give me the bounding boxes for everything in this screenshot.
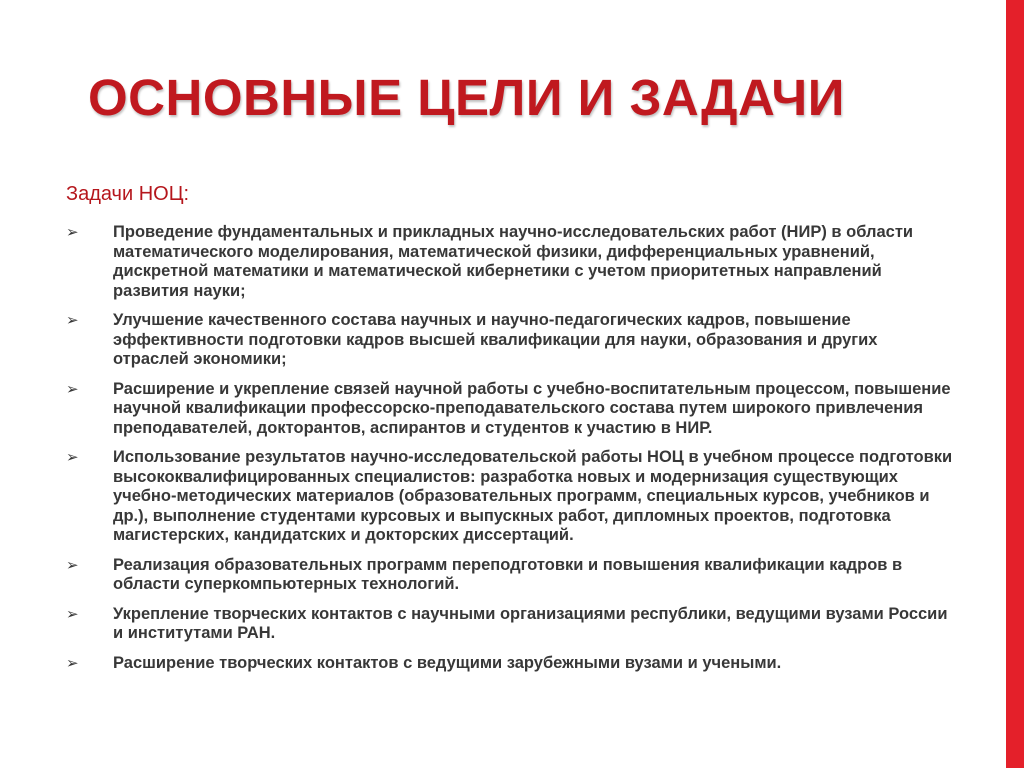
arrow-bullet-icon: ➢ [66,380,79,398]
arrow-bullet-icon: ➢ [66,654,79,672]
list-item [66,605,956,644]
arrow-bullet-icon: ➢ [66,605,79,623]
slide-title: ОСНОВНЫЕ ЦЕЛИ И ЗАДАЧИ [88,69,845,126]
arrow-bullet-icon: ➢ [66,224,79,241]
arrow-bullet-icon: ➢ [66,556,79,574]
accent-bar [1006,0,1024,768]
list-item-text: Укрепление творческих контактов с научными организациями республики, ведущими вузами России и институтами РАН. [113,604,948,642]
list-item-text: Расширение творческих контактов с ведущими зарубежными вузами и учеными. [113,653,782,672]
list-item [66,556,956,595]
task-list [66,223,956,683]
list-item-text: Улучшение качественного состава научных и научно-педагогических кадров, повышение эффективности подготовки кадров высшей квалификации для науки, образования и других отраслей экономики; [113,311,878,368]
list-item [66,223,956,301]
list-item [66,654,956,674]
list-item-text: Использование результатов научно-исследовательской работы НОЦ в учебном процессе подготовки высококвалифицированных специалистов: разработка новых и модернизация существующих учебно-методических материалов (образовательных программ, специальных курсов, учебников и др.), выполнение студентами курсовых и выпускных работ, дипломных проектов, подготовка магистерских, кандидатских и докторских диссертаций. [113,448,953,544]
slide-subtitle: Задачи НОЦ: [66,183,190,205]
list-item-text: Реализация образовательных программ переподготовки и повышения квалификации кадров в области суперкомпьютерных технологий. [113,555,903,593]
list-item [66,448,956,546]
list-item [66,311,956,370]
list-item-text: Проведение фундаментальных и прикладных научно-исследовательских работ (НИР) в области математического моделирования, математической физики, дифференциальных уравнений, дискретной математики и математической кибернетики с учетом приоритетных направлений развития науки; [113,223,914,300]
list-item-text: Расширение и укрепление связей научной работы с учебно-воспитательным процессом, повышение научной квалификации профессорско-преподавательского состава путем широкого привлечения преподавателей, докторантов, аспирантов и студентов к участию в НИР. [113,379,951,437]
arrow-bullet-icon: ➢ [66,312,79,329]
arrow-bullet-icon: ➢ [66,449,79,466]
list-item [66,380,956,439]
